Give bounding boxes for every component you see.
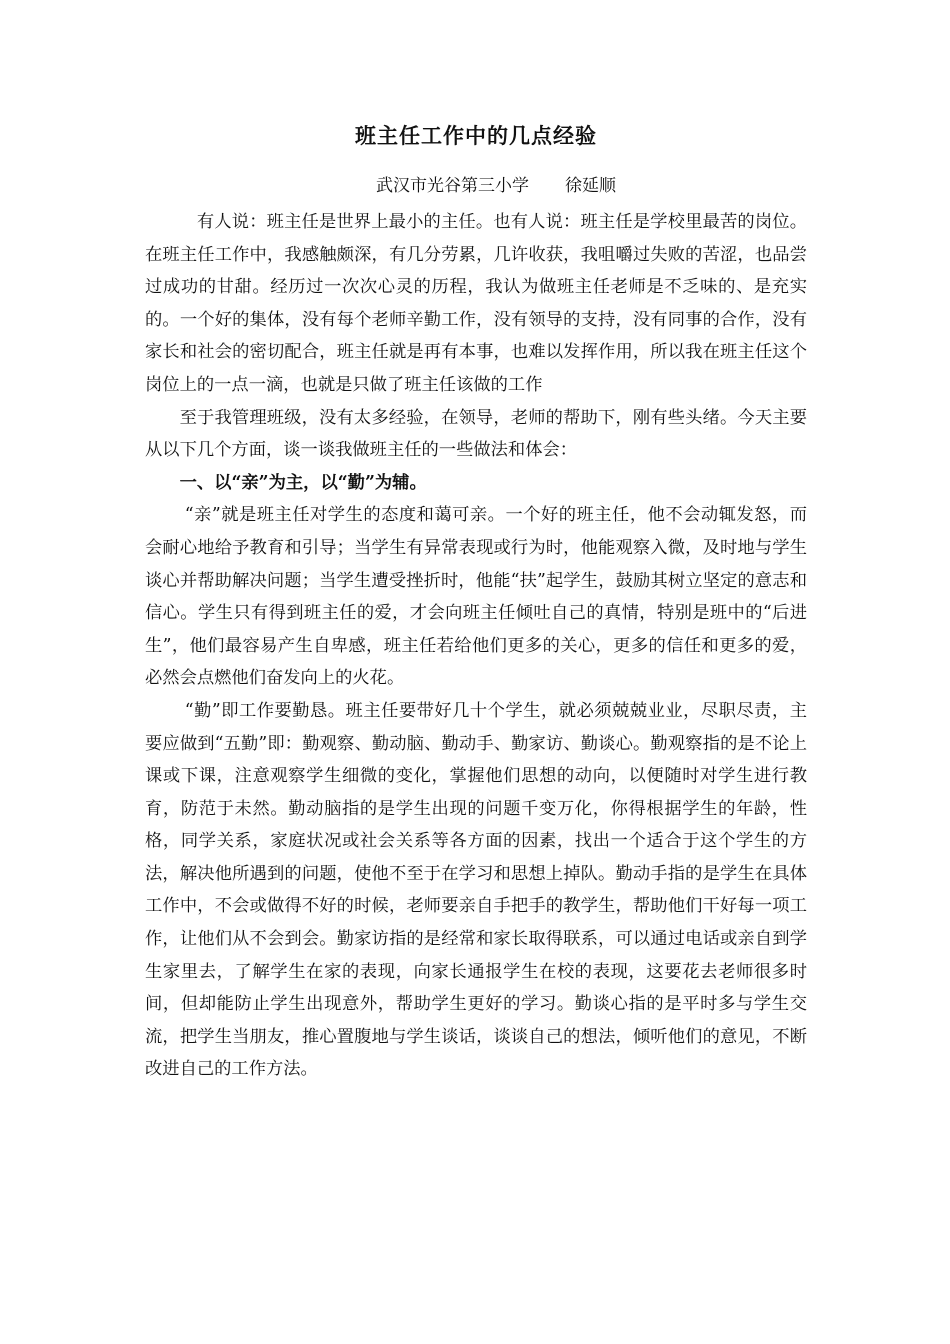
author-name: 徐延顺 — [565, 176, 616, 196]
paragraph-qin-diligence: “勤”即工作要勤恳。班主任要带好几十个学生，就必须兢兢业业，尽职尽责，主要应做到“五勤”即：勤观察、勤动脑、勤动手、勤家访、勤谈心。勤观察指的是不论上课或下课，注意观察学生细微的变化，掌握他们思想的动向，以便随时对学生进行教育，防范于未然。勤动脑指的是学生出现的问题千变万化，你得根据学生的年龄，性格，同学关系，家庭状况或社会关系等各方面的因素，找出一个适合于这个学生的方法，解决他所遇到的问题，使他不至于在学习和思想上掉队。勤动手指的是学生在具体工作中，不会或做得不好的时候，老师要亲自手把手的教学生，帮助他们干好每一项工作，让他们从不会到会。勤家访指的是经常和家长取得联系，可以通过电话或亲自到学生家里去，了解学生在家的表现，向家长通报学生在校的表现，这要花去老师很多时间，但却能防止学生出现意外，帮助学生更好的学习。勤谈心指的是平时多与学生交流，把学生当朋友，推心置腹地与学生谈话，谈谈自己的想法，倾听他们的意见，不断改进自己的工作方法。 — [145, 700, 807, 1080]
author-school: 武汉市光谷第三小学 — [376, 176, 529, 196]
paragraph-intro: 有人说：班主任是世界上最小的主任。也有人说：班主任是学校里最苦的岗位。在班主任工作中，我感触颇深，有几分劳累，几许收获，我咀嚼过失败的苦涩，也品尝过成功的甘甜。经历过一次次心灵的历程，我认为做班主任老师是不乏味的、是充实的。一个好的集体，没有每个老师辛勤工作，没有领导的支持，没有同事的合作，没有家长和社会的密切配合，班主任就是再有本事，也难以发挥作用，所以我在班主任这个岗位上的一点一滴，也就是只做了班主任该做的工作 — [145, 212, 807, 395]
document-page — [145, 118, 807, 1086]
paragraph-overview: 至于我管理班级，没有太多经验，在领导，老师的帮助下，刚有些头绪。今天主要从以下几个方面，谈一谈我做班主任的一些做法和体会： — [145, 407, 807, 461]
section-heading-1: 一、以“亲”为主，以“勤”为辅。 — [179, 472, 427, 493]
document-title: 班主任工作中的几点经验 — [355, 123, 597, 148]
paragraph-qin: “亲”就是班主任对学生的态度和蔼可亲。一个好的班主任，他不会动辄发怒，而会耐心地给予教育和引导；当学生有异常表现或行为时，他能观察入微，及时地与学生谈心并帮助解决问题；当学生遭受挫折时，他能“扶”起学生，鼓励其树立坚定的意志和信心。学生只有得到班主任的爱，才会向班主任倾吐自己的真情，特别是班中的“后进生”，他们最容易产生自卑感，班主任若给他们更多的关心，更多的信任和更多的爱，必然会点燃他们奋发向上的火花。 — [145, 505, 807, 689]
author-byline — [145, 170, 807, 202]
